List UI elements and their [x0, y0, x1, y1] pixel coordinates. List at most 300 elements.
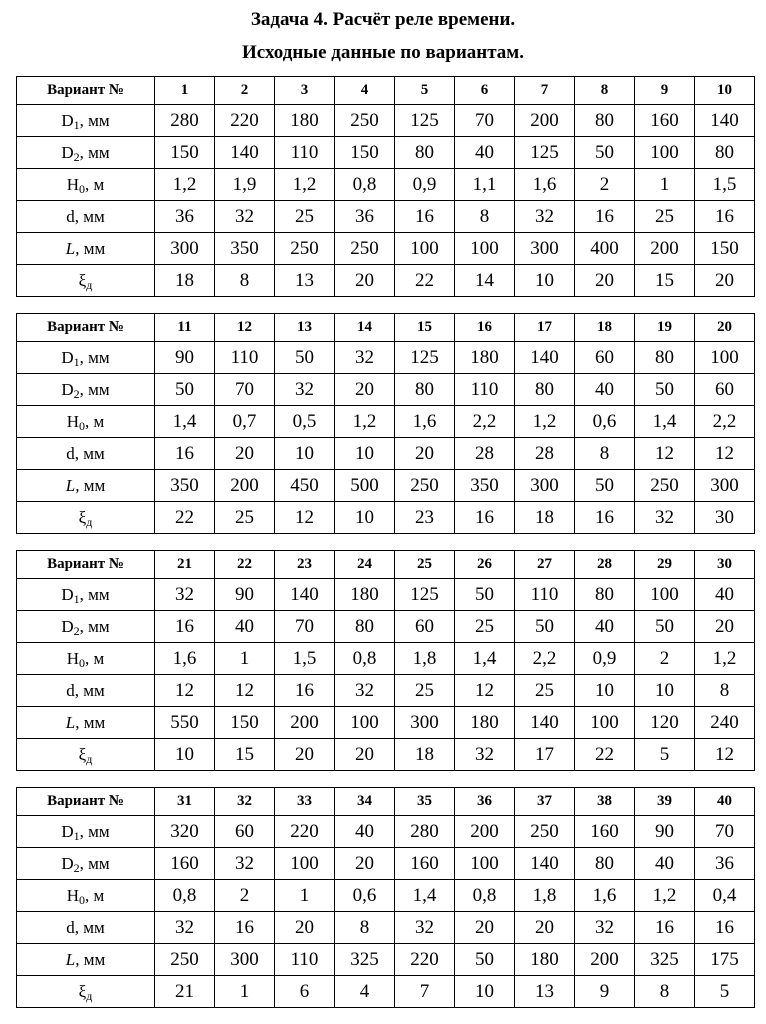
table-cell: 250	[635, 470, 695, 502]
row-label-symbol: ξ	[78, 507, 87, 527]
table-cell: 50	[455, 579, 515, 611]
row-label-subscript: 0	[79, 655, 85, 670]
table-cell: 8	[335, 912, 395, 944]
table-cell: 80	[395, 374, 455, 406]
table-cell: 0,6	[335, 880, 395, 912]
row-label-unit: , м	[85, 411, 105, 431]
table-cell: 18	[515, 502, 575, 534]
row-label-symbol: L	[65, 712, 76, 732]
row-label-subscript: д	[86, 514, 93, 529]
variant-number: 36	[455, 788, 515, 816]
table-cell: 180	[275, 105, 335, 137]
table-cell: 1,9	[215, 169, 275, 201]
table-cell: 250	[395, 470, 455, 502]
table-cell: 40	[455, 137, 515, 169]
table-cell: 16	[695, 912, 755, 944]
table-cell: 25	[515, 675, 575, 707]
row-label-unit: , мм	[79, 616, 110, 636]
table-header-row	[17, 788, 755, 816]
row-label-symbol: L	[65, 238, 76, 258]
row-label	[17, 848, 155, 880]
table-row	[17, 342, 755, 374]
variant-number: 31	[155, 788, 215, 816]
table-cell: 20	[575, 265, 635, 297]
row-label	[17, 233, 155, 265]
table-row	[17, 976, 755, 1008]
row-label	[17, 169, 155, 201]
table-cell: 100	[395, 233, 455, 265]
table-cell: 200	[275, 707, 335, 739]
row-label-subscript: 2	[73, 386, 80, 401]
table-cell: 20	[455, 912, 515, 944]
table-cell: 100	[635, 579, 695, 611]
table-cell: 0,8	[455, 880, 515, 912]
table-cell: 70	[695, 816, 755, 848]
variant-number: 12	[215, 314, 275, 342]
table-cell: 200	[215, 470, 275, 502]
table-cell: 1,5	[275, 643, 335, 675]
table-cell: 1	[275, 880, 335, 912]
row-label-symbol: ξ	[78, 270, 87, 290]
variants-table	[16, 787, 755, 1008]
variant-number: 10	[695, 77, 755, 105]
table-cell: 450	[275, 470, 335, 502]
table-cell: 90	[635, 816, 695, 848]
table-cell: 1	[215, 643, 275, 675]
table-cell: 1,6	[155, 643, 215, 675]
table-cell: 18	[395, 739, 455, 771]
table-cell: 20	[335, 265, 395, 297]
row-label-unit: , м	[85, 648, 105, 668]
variant-number: 4	[335, 77, 395, 105]
table-cell: 100	[455, 233, 515, 265]
table-cell: 25	[455, 611, 515, 643]
table-row	[17, 105, 755, 137]
table-cell: 50	[455, 944, 515, 976]
row-label-subscript: 0	[79, 181, 85, 196]
variant-number: 26	[455, 551, 515, 579]
variant-number: 13	[275, 314, 335, 342]
table-cell: 100	[635, 137, 695, 169]
table-cell: 100	[695, 342, 755, 374]
table-cell: 1,2	[155, 169, 215, 201]
row-label-symbol: d	[66, 206, 75, 226]
table-cell: 12	[695, 739, 755, 771]
table-cell: 25	[215, 502, 275, 534]
table-cell: 25	[275, 201, 335, 233]
row-label	[17, 944, 155, 976]
table-cell: 8	[575, 438, 635, 470]
table-cell: 1,4	[395, 880, 455, 912]
variant-number: 38	[575, 788, 635, 816]
table-cell: 80	[395, 137, 455, 169]
table-cell: 12	[635, 438, 695, 470]
table-cell: 160	[635, 105, 695, 137]
table-cell: 5	[635, 739, 695, 771]
table-cell: 110	[275, 944, 335, 976]
variant-number: 27	[515, 551, 575, 579]
table-cell: 100	[455, 848, 515, 880]
table-cell: 10	[635, 675, 695, 707]
table-cell: 50	[635, 611, 695, 643]
table-cell: 16	[395, 201, 455, 233]
row-label-symbol: L	[65, 475, 76, 495]
variant-number: 17	[515, 314, 575, 342]
variant-number: 1	[155, 77, 215, 105]
table-cell: 20	[515, 912, 575, 944]
variants-table	[16, 313, 755, 534]
table-cell: 250	[275, 233, 335, 265]
row-label-symbol: D	[61, 379, 74, 399]
table-cell: 32	[155, 579, 215, 611]
row-label-symbol: H	[66, 885, 79, 905]
table-cell: 12	[455, 675, 515, 707]
row-label-symbol: D	[61, 347, 74, 367]
table-row	[17, 643, 755, 675]
row-label-unit: , мм	[75, 712, 106, 732]
row-label	[17, 438, 155, 470]
table-cell: 1,1	[455, 169, 515, 201]
table-cell: 1,2	[635, 880, 695, 912]
table-cell: 0,9	[395, 169, 455, 201]
row-label-unit: , мм	[79, 347, 110, 367]
variant-number: 20	[695, 314, 755, 342]
table-cell: 32	[395, 912, 455, 944]
table-cell: 80	[575, 105, 635, 137]
row-label	[17, 611, 155, 643]
variant-number: 30	[695, 551, 755, 579]
table-cell: 350	[155, 470, 215, 502]
row-label-symbol: ξ	[78, 981, 87, 1001]
row-label-symbol: d	[66, 917, 75, 937]
table-cell: 80	[635, 342, 695, 374]
table-cell: 36	[155, 201, 215, 233]
table-cell: 40	[635, 848, 695, 880]
table-cell: 2,2	[515, 643, 575, 675]
table-row	[17, 233, 755, 265]
table-cell: 20	[335, 739, 395, 771]
table-cell: 20	[695, 265, 755, 297]
row-label	[17, 643, 155, 675]
table-cell: 140	[515, 342, 575, 374]
row-label-symbol: D	[61, 110, 74, 130]
table-cell: 150	[695, 233, 755, 265]
row-label-unit: , мм	[74, 680, 105, 700]
variants-table	[16, 550, 755, 771]
row-label-unit: , мм	[79, 142, 110, 162]
page-subtitle: Исходные данные по вариантам.	[242, 42, 524, 63]
table-cell: 15	[635, 265, 695, 297]
table-cell: 1,2	[695, 643, 755, 675]
variant-number: 6	[455, 77, 515, 105]
variant-number: 29	[635, 551, 695, 579]
table-header-row	[17, 551, 755, 579]
table-row	[17, 265, 755, 297]
table-cell: 110	[275, 137, 335, 169]
row-label-subscript: 1	[73, 591, 80, 606]
table-cell: 5	[695, 976, 755, 1008]
row-label	[17, 579, 155, 611]
variant-number: 8	[575, 77, 635, 105]
table-cell: 200	[515, 105, 575, 137]
header-label: Вариант №	[17, 788, 155, 816]
variant-number: 16	[455, 314, 515, 342]
row-label	[17, 816, 155, 848]
table-cell: 16	[635, 912, 695, 944]
row-label-subscript: 0	[79, 892, 85, 907]
row-label	[17, 137, 155, 169]
row-label-unit: , мм	[74, 206, 105, 226]
table-cell: 220	[395, 944, 455, 976]
table-cell: 80	[575, 579, 635, 611]
table-cell: 180	[455, 707, 515, 739]
row-label	[17, 880, 155, 912]
variant-number: 39	[635, 788, 695, 816]
table-cell: 20	[695, 611, 755, 643]
header-label: Вариант №	[17, 314, 155, 342]
table-cell: 10	[335, 502, 395, 534]
table-cell: 13	[515, 976, 575, 1008]
table-row	[17, 675, 755, 707]
table-cell: 0,7	[215, 406, 275, 438]
table-row	[17, 169, 755, 201]
table-cell: 40	[335, 816, 395, 848]
table-cell: 36	[695, 848, 755, 880]
row-label	[17, 406, 155, 438]
row-label-symbol: D	[61, 616, 74, 636]
table-cell: 32	[515, 201, 575, 233]
table-cell: 2	[575, 169, 635, 201]
row-label-symbol: D	[61, 584, 74, 604]
table-cell: 28	[515, 438, 575, 470]
table-cell: 25	[635, 201, 695, 233]
row-label-unit: , мм	[79, 379, 110, 399]
table-cell: 60	[395, 611, 455, 643]
row-label-symbol: H	[66, 648, 79, 668]
row-label-unit: , мм	[79, 584, 110, 604]
table-row	[17, 406, 755, 438]
table-cell: 325	[635, 944, 695, 976]
row-label-unit: , м	[85, 174, 105, 194]
table-cell: 160	[155, 848, 215, 880]
variant-number: 22	[215, 551, 275, 579]
row-label-subscript: д	[86, 751, 93, 766]
table-cell: 20	[335, 848, 395, 880]
row-label	[17, 374, 155, 406]
table-cell: 32	[335, 675, 395, 707]
table-cell: 250	[335, 105, 395, 137]
table-cell: 32	[575, 912, 635, 944]
table-cell: 2,2	[455, 406, 515, 438]
table-cell: 90	[155, 342, 215, 374]
row-label	[17, 502, 155, 534]
row-label	[17, 739, 155, 771]
table-cell: 16	[155, 611, 215, 643]
variant-number: 2	[215, 77, 275, 105]
table-cell: 9	[575, 976, 635, 1008]
table-cell: 60	[695, 374, 755, 406]
table-cell: 110	[515, 579, 575, 611]
table-cell: 250	[155, 944, 215, 976]
row-label-unit: , мм	[75, 238, 106, 258]
table-cell: 100	[335, 707, 395, 739]
table-cell: 1,4	[455, 643, 515, 675]
table-cell: 40	[575, 374, 635, 406]
row-label	[17, 675, 155, 707]
table-cell: 70	[455, 105, 515, 137]
table-row	[17, 470, 755, 502]
table-cell: 16	[275, 675, 335, 707]
table-row	[17, 880, 755, 912]
table-cell: 1,8	[395, 643, 455, 675]
table-cell: 10	[455, 976, 515, 1008]
table-cell: 1,2	[335, 406, 395, 438]
table-cell: 22	[155, 502, 215, 534]
table-cell: 50	[575, 137, 635, 169]
table-cell: 1,6	[395, 406, 455, 438]
row-label-subscript: 2	[73, 623, 80, 638]
row-label-subscript: 1	[73, 828, 80, 843]
variant-number: 23	[275, 551, 335, 579]
table-header-row	[17, 314, 755, 342]
table-cell: 140	[515, 707, 575, 739]
table-cell: 300	[155, 233, 215, 265]
table-cell: 220	[275, 816, 335, 848]
table-cell: 22	[575, 739, 635, 771]
row-label-unit: , мм	[74, 917, 105, 937]
variant-number: 34	[335, 788, 395, 816]
table-cell: 140	[695, 105, 755, 137]
table-header-row	[17, 77, 755, 105]
table-cell: 16	[575, 201, 635, 233]
row-label	[17, 707, 155, 739]
table-cell: 32	[335, 342, 395, 374]
table-cell: 350	[215, 233, 275, 265]
table-cell: 80	[335, 611, 395, 643]
table-cell: 100	[275, 848, 335, 880]
variants-table	[16, 76, 755, 297]
table-cell: 140	[215, 137, 275, 169]
table-cell: 2,2	[695, 406, 755, 438]
table-cell: 325	[335, 944, 395, 976]
table-row	[17, 611, 755, 643]
variant-number: 40	[695, 788, 755, 816]
table-cell: 280	[395, 816, 455, 848]
row-label-symbol: ξ	[78, 744, 87, 764]
table-cell: 0,4	[695, 880, 755, 912]
table-cell: 200	[455, 816, 515, 848]
row-label-subscript: 2	[73, 149, 80, 164]
table-cell: 80	[575, 848, 635, 880]
table-cell: 320	[155, 816, 215, 848]
table-cell: 22	[395, 265, 455, 297]
table-cell: 23	[395, 502, 455, 534]
table-cell: 50	[515, 611, 575, 643]
table-cell: 12	[155, 675, 215, 707]
table-cell: 10	[575, 675, 635, 707]
row-label-subscript: 2	[73, 860, 80, 875]
table-cell: 1	[215, 976, 275, 1008]
table-cell: 80	[515, 374, 575, 406]
row-label-symbol: D	[61, 821, 74, 841]
table-cell: 40	[695, 579, 755, 611]
table-cell: 160	[575, 816, 635, 848]
table-cell: 200	[575, 944, 635, 976]
table-cell: 40	[575, 611, 635, 643]
row-label-unit: , мм	[79, 110, 110, 130]
header-label: Вариант №	[17, 77, 155, 105]
row-label-unit: , мм	[75, 949, 106, 969]
page-title: Задача 4. Расчёт реле времени.	[250, 9, 516, 30]
table-cell: 150	[215, 707, 275, 739]
table-cell: 8	[695, 675, 755, 707]
table-cell: 32	[155, 912, 215, 944]
table-cell: 18	[155, 265, 215, 297]
row-label-subscript: 1	[73, 117, 80, 132]
table-cell: 32	[215, 848, 275, 880]
table-cell: 13	[275, 265, 335, 297]
table-cell: 20	[395, 438, 455, 470]
variant-number: 7	[515, 77, 575, 105]
row-label	[17, 342, 155, 374]
variant-number: 35	[395, 788, 455, 816]
row-label	[17, 976, 155, 1008]
table-cell: 21	[155, 976, 215, 1008]
variant-number: 24	[335, 551, 395, 579]
table-row	[17, 912, 755, 944]
table-cell: 6	[275, 976, 335, 1008]
table-cell: 12	[215, 675, 275, 707]
row-label-symbol: d	[66, 443, 75, 463]
table-cell: 1,4	[635, 406, 695, 438]
table-cell: 140	[515, 848, 575, 880]
table-row	[17, 374, 755, 406]
row-label-symbol: H	[66, 411, 79, 431]
variant-number: 9	[635, 77, 695, 105]
variant-number: 33	[275, 788, 335, 816]
table-cell: 20	[215, 438, 275, 470]
table-row	[17, 944, 755, 976]
table-cell: 0,9	[575, 643, 635, 675]
table-cell: 125	[395, 105, 455, 137]
table-cell: 50	[575, 470, 635, 502]
table-cell: 300	[215, 944, 275, 976]
variant-number: 28	[575, 551, 635, 579]
table-cell: 0,5	[275, 406, 335, 438]
table-row	[17, 739, 755, 771]
table-cell: 150	[155, 137, 215, 169]
variant-number: 15	[395, 314, 455, 342]
table-cell: 350	[455, 470, 515, 502]
table-cell: 180	[515, 944, 575, 976]
table-cell: 2	[635, 643, 695, 675]
table-cell: 80	[695, 137, 755, 169]
table-cell: 8	[455, 201, 515, 233]
row-label-symbol: L	[65, 949, 76, 969]
table-cell: 140	[275, 579, 335, 611]
table-cell: 15	[215, 739, 275, 771]
row-label-subscript: д	[86, 988, 93, 1003]
table-cell: 120	[635, 707, 695, 739]
header-label: Вариант №	[17, 551, 155, 579]
row-label	[17, 470, 155, 502]
table-cell: 50	[155, 374, 215, 406]
variant-number: 11	[155, 314, 215, 342]
table-row	[17, 707, 755, 739]
table-cell: 0,8	[155, 880, 215, 912]
table-cell: 200	[635, 233, 695, 265]
table-cell: 20	[275, 739, 335, 771]
